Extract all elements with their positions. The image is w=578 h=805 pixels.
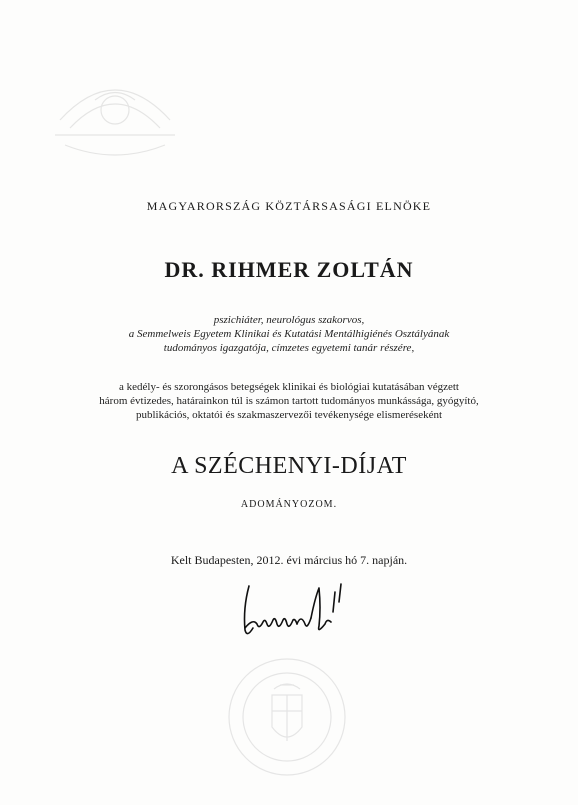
state-seal-icon [222,655,352,780]
award-title: A SZÉCHENYI-DÍJAT [171,453,407,479]
recipient-name: DR. RIHMER ZOLTÁN [164,257,414,282]
issuer-title: MAGYARORSZÁG KÖZTÁRSASÁGI ELNÖKE [146,199,432,213]
embossed-crest-icon [40,40,190,180]
description-line: a Semmelweis Egyetem Klinikai és Kutatási Mentálhigiénés Osztályának [128,328,450,340]
description-line: pszichiáter, neurológus szakorvos, [213,314,365,326]
award-verb: ADOMÁNYOZOM. [240,499,338,510]
issue-date: Kelt Budapesten, 2012. évi március hó 7. napján. [170,553,408,567]
signature-icon [235,578,355,648]
description-line: tudományos igazgatója, címzetes egyetemi tanár részére, [163,342,415,354]
reason-line: a kedély- és szorongásos betegségek klinikai és biológiai kutatásában végzett [119,381,459,393]
reason-line: publikációs, oktatói és szakmaszervezői tevékenysége elismeréseként [135,409,443,421]
reason-line: három évtizedes, határainkon túl is számon tartott tudományos munkássága, gyógyító, [99,395,479,407]
